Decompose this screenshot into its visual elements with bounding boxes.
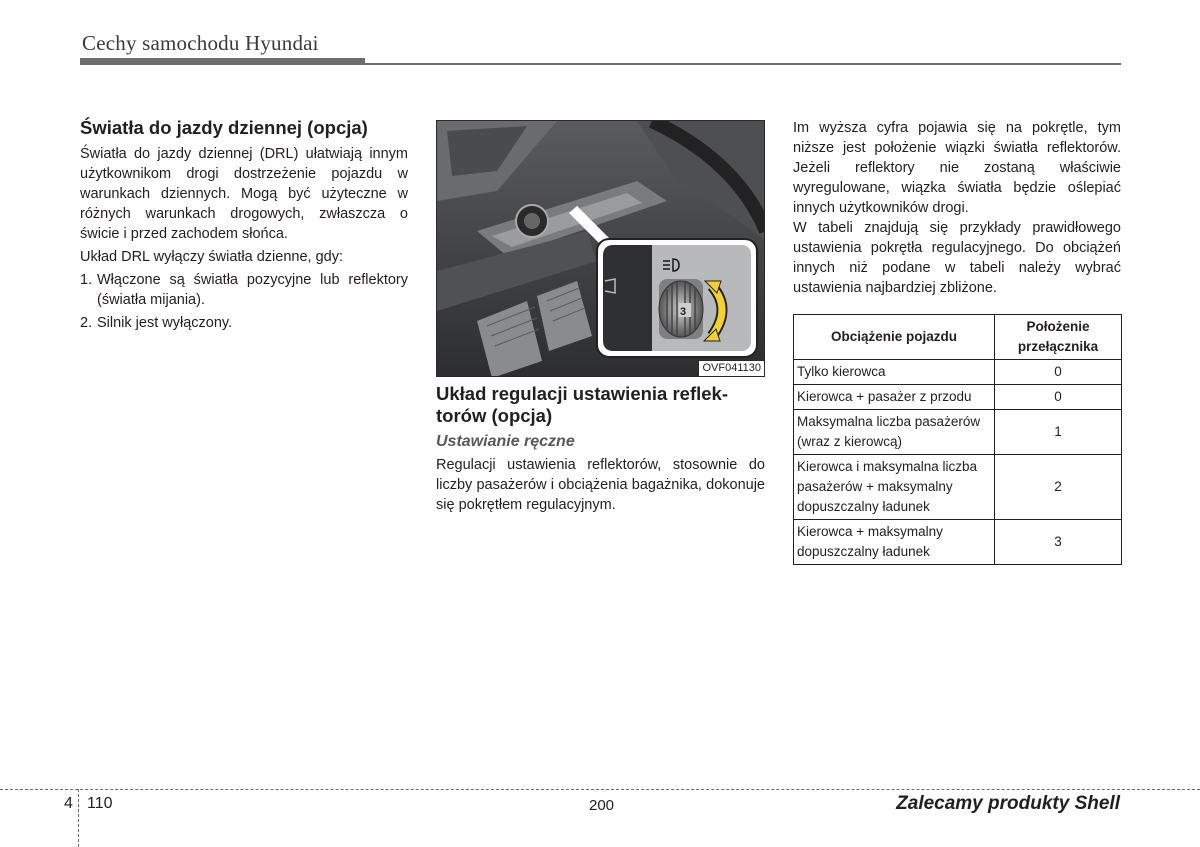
dial-info-paragraph: Im wyższa cyfra pojawia się na pokrętle, tym niższe jest położenie wiązki światła reflektorów. Jeżeli reflektory nie zostaną właściwie wyregulowane, wiązka światła będzie oślepiać innych użytkowników drogi. bbox=[793, 120, 1121, 216]
drl-condition-intro: Układ DRL wyłączy światła dzienne, gdy: bbox=[80, 249, 343, 265]
list-item bbox=[80, 313, 408, 333]
load-cell: Kierowca i maksymalna liczba pasażerów + maksymalny dopuszczalny ładunek bbox=[794, 455, 995, 520]
column-drl bbox=[80, 116, 408, 333]
list-number: 2. bbox=[80, 315, 93, 331]
list-item bbox=[80, 270, 408, 310]
column-headlight-leveling bbox=[436, 120, 765, 515]
load-cell: Maksymalna liczba pasażerów (wraz z kierowcą) bbox=[794, 410, 995, 455]
table-header-row bbox=[794, 315, 1122, 360]
list-number: 1. bbox=[80, 272, 93, 288]
drl-heading: Światła do jazdy dziennej (opcja) bbox=[80, 117, 368, 138]
position-cell: 2 bbox=[995, 455, 1122, 520]
header-bar bbox=[80, 58, 365, 65]
list-text: Silnik jest wyłączony. bbox=[97, 315, 233, 331]
table-row bbox=[794, 410, 1122, 455]
manual-adjustment-subheading: Ustawianie ręczne bbox=[436, 433, 575, 450]
page-number: 110 bbox=[87, 795, 113, 812]
leveling-heading: Układ regulacji ustawienia reflek- torów (opcja) bbox=[436, 383, 728, 426]
load-cell: Kierowca + maksymalny dopuszczalny ładunek bbox=[794, 520, 995, 565]
sheet-number: 200 bbox=[589, 797, 615, 814]
column-leveling-info bbox=[793, 118, 1121, 298]
position-cell: 1 bbox=[995, 410, 1122, 455]
table-row bbox=[794, 455, 1122, 520]
footer-divider bbox=[78, 789, 79, 847]
table-row bbox=[794, 520, 1122, 565]
load-cell: Kierowca + pasażer z przodu bbox=[794, 385, 995, 410]
drl-paragraph: Światła do jazdy dziennej (DRL) ułatwiają innym użytkownikom drogi dostrzeżenie pojazdu w warunkach dziennych. Mogą być użyteczne w różnych warunkach drogowych, zwłaszcza o świcie i przed zachodem słońca. bbox=[80, 146, 408, 242]
table-row bbox=[794, 360, 1122, 385]
position-cell: 0 bbox=[995, 360, 1122, 385]
position-cell: 3 bbox=[995, 520, 1122, 565]
figure-code: OVF041130 bbox=[698, 360, 764, 376]
dashboard-drawing bbox=[437, 121, 765, 377]
dial-number: 3 bbox=[680, 306, 687, 318]
load-cell: Tylko kierowca bbox=[794, 360, 995, 385]
leveling-paragraph: Regulacji ustawienia reflektorów, stosownie do liczby pasażerów i obciążenia bagażnika, dokonuje się pokrętłem regulacyjnym. bbox=[436, 457, 765, 513]
header-switch-position: Położenie przełącznika bbox=[995, 315, 1122, 360]
load-settings-table bbox=[793, 314, 1122, 565]
footer-slogan: Zalecamy produkty Shell bbox=[896, 793, 1120, 814]
list-text: Włączone są światła pozycyjne lub reflektory (światła mijania). bbox=[97, 272, 408, 308]
footer-rule bbox=[0, 789, 1200, 790]
table-row bbox=[794, 385, 1122, 410]
dashboard-illustration bbox=[436, 120, 765, 377]
position-cell: 0 bbox=[995, 385, 1122, 410]
running-header: Cechy samochodu Hyundai bbox=[82, 31, 319, 55]
header-vehicle-load: Obciążenie pojazdu bbox=[794, 315, 995, 360]
header-rule bbox=[365, 63, 1121, 65]
table-intro-paragraph: W tabeli znajdują się przykłady prawidłowego ustawienia pokrętła regulacyjnego. Do obciążeń innych niż podane w tabeli należy wybrać ustawienia najbardziej zbliżone. bbox=[793, 220, 1121, 296]
chapter-number: 4 bbox=[64, 795, 73, 812]
